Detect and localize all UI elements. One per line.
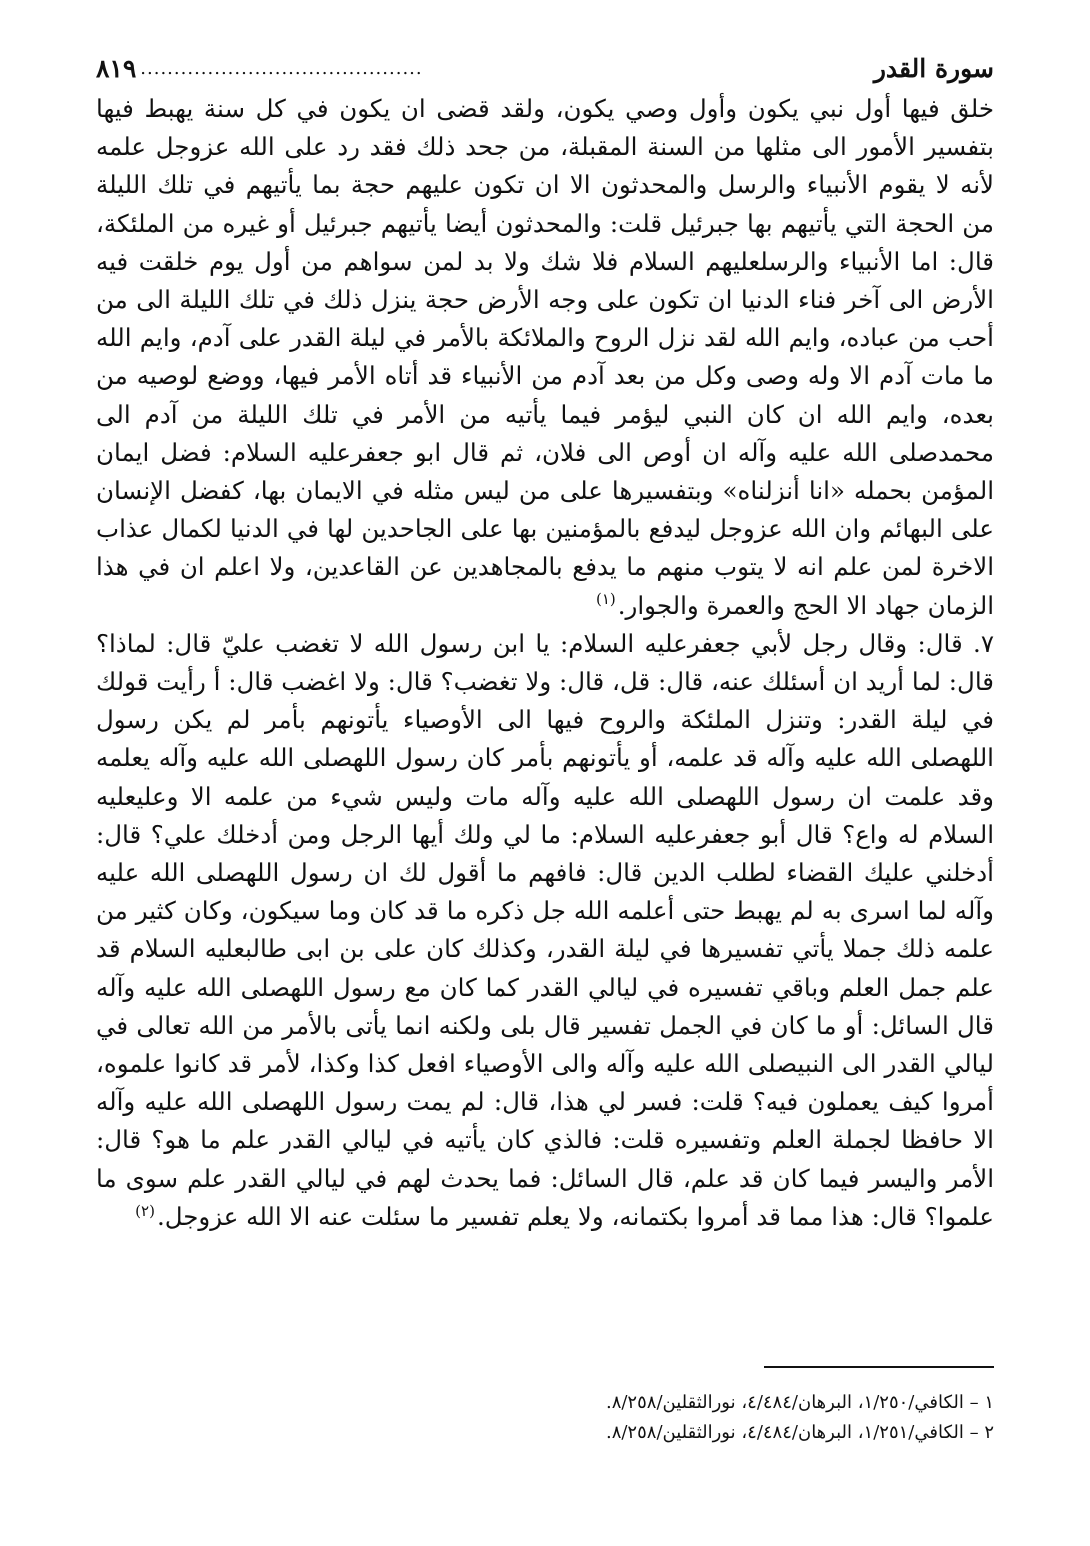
footnote-reference: (١) bbox=[595, 590, 616, 609]
footnote-item: ١ – الكافي/١/٢٥٠، البرهان/٤/٤٨٤، نورالثقلين/٨/٢٥٨. bbox=[605, 1392, 994, 1413]
footnote-divider bbox=[764, 1366, 994, 1368]
running-header bbox=[96, 30, 994, 84]
page-number: ٨١٩ bbox=[96, 54, 137, 83]
paragraph bbox=[96, 625, 994, 1236]
book-page bbox=[96, 30, 994, 1520]
paragraph-text: خلق فيها أول نبي يكون وأول وصي يكون، ولقد قضى ان يكون في كل سنة يهبط فيها بتفسير الأمور الى مثلها من السنة المقبلة، من جحد ذلك فقد رد على الله عزوجل علمه لأنه لا يقوم الأنبياء والرسل والمحدثون الا ان تكون عليهم حجة بما يأتيهم في تلك الليلة من الحجة التي يأتيهم بها جبرئيل قلت: والمحدثون أيضا يأتيهم جبرئيل أو غيره من الملئكة، قال: اما الأنبياء والرسلعليهم السلام فلا شك ولا بد لمن سواهم من أول يوم خلقت فيه الأرض الى آخر فناء الدنيا ان تكون على وجه الأرض حجة ينزل ذلك في تلك الليلة الى من أحب من عباده، وايم الله لقد نزل الروح والملائكة بالأمر في ليلة القدر على آدم، وايم الله ما مات آدم الا وله وصى وكل من بعد آدم من الأنبياء قد أتاه الأمر فيها، ووضع لوصيه من بعده، وايم الله ان كان النبي ليؤمر فيما يأتيه من الأمر في تلك الليلة من آدم الى محمدصلى الله عليه وآله ان أوص الى فلان، ثم قال ابو جعفرعليه السلام: فضل ايمان المؤمن بحمله «انا أنزلناه» وبتفسيرها على من ليس مثله في الايمان بها، كفضل الإنسان على البهائم وان الله عزوجل ليدفع بالمؤمنين بها على الجاحدين لها في الدنيا لكمال عذاب الاخرة لمن علم انه لا يتوب منهم ما يدفع بالمجاهدين عن القاعدين، ولا اعلم ان في هذا الزمان جهاد الا الحج والعمرة والجوار. bbox=[96, 94, 994, 620]
paragraph bbox=[96, 90, 994, 625]
paragraph-text: ٧. قال: وقال رجل لأبي جعفرعليه السلام: يا ابن رسول الله لا تغضب عليّ قال: لماذا؟قال: لما أريد ان أسئلك عنه، قال: قل، قال: ولا تغضب؟ قال: ولا اغضب قال: أ رأيت قولك في ليلة القدر: وتنزل الملئكة والروح فيها الى الأوصياء يأتونهم بأمر لم يكن رسول اللهصلى الله عليه وآله قد علمه، أو يأتونهم بأمر كان رسول اللهصلى الله عليه وآله يعلمه وقد علمت ان رسول اللهصلى الله عليه وآله مات وليس شيء من علمه الا وعليعليه السلام له واع؟ قال أبو جعفرعليه السلام: ما لي ولك أيها الرجل ومن أدخلك علي؟ قال: أدخلني عليك القضاء لطلب الدين قال: فافهم ما أقول لك ان رسول اللهصلى الله عليه وآله لما اسرى به لم يهبط حتى أعلمه الله جل ذكره ما قد كان وما سيكون، وكان كثير من علمه ذلك جملا يأتي تفسيرها في ليلة القدر، وكذلك كان على بن ابى طالبعليه السلام قد علم جمل العلم وباقي تفسيره في ليالي القدر كما كان مع رسول اللهصلى الله عليه وآله قال السائل: أو ما كان في الجمل تفسير قال بلى ولكنه انما يأتى بالأمر من الله تعالى في ليالي القدر الى النبيصلى الله عليه وآله والى الأوصياء افعل كذا وكذا، لأمر قد كانوا علموه، أمروا كيف يعملون فيه؟ قلت: فسر لي هذا، قال: لم يمت رسول اللهصلى الله عليه وآله الا حافظا لجملة العلم وتفسيره قلت: فالذي كان يأتيه في ليالي القدر علم ما هو؟ قال: الأمر واليسر فيما كان قد علم، قال السائل: فما يحدث لهم في ليالي القدر علم سوى ما علموا؟ قال: هذا مما قد أمروا بكتمانه، ولا يعلم تفسير ما سئلت عنه الا الله عزوجل. bbox=[96, 628, 994, 1231]
footnote-item: ٢ – الكافي/١/٢٥١، البرهان/٤/٤٨٤، نورالثقلين/٨/٢٥٨. bbox=[605, 1422, 994, 1443]
footnote-reference: (٢) bbox=[135, 1201, 155, 1220]
footnotes bbox=[96, 1388, 994, 1448]
surah-title: سورة القدر bbox=[873, 54, 994, 83]
header-leader-dots: .......................................... bbox=[140, 60, 423, 78]
main-text bbox=[96, 90, 994, 1236]
